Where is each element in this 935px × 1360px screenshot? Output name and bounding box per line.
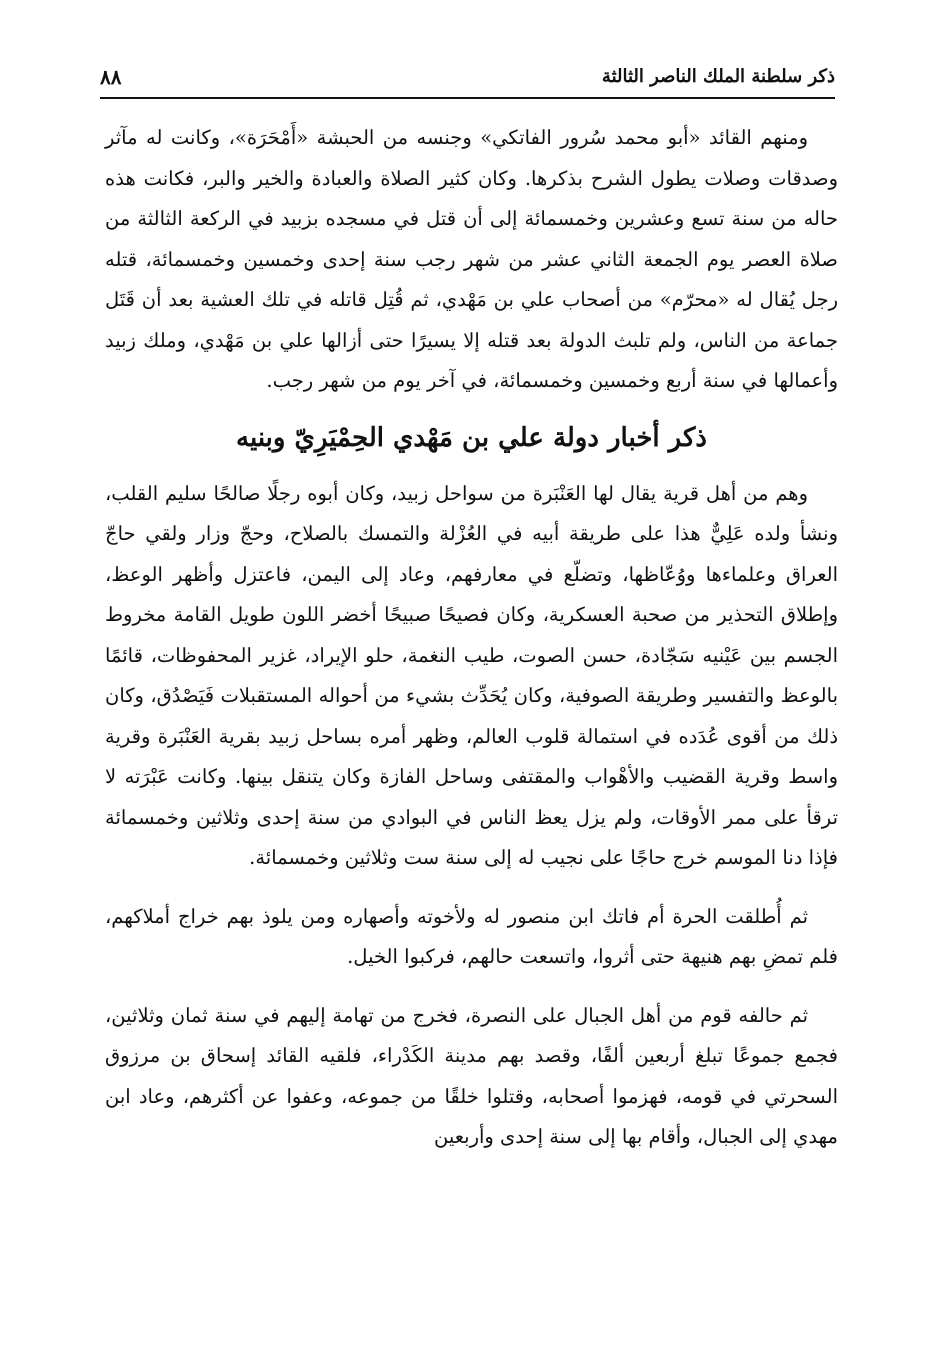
paragraph-1: ومنهم القائد «أبو محمد سُرور الفاتكي» وجنسه من الحبشة «أَمْحَرَة»، وكانت له مآثر وصدقات وصلات يطول الشرح بذكرها. وكان كثير الصلاة والعبادة والخير والبر، فكانت هذه حاله من سنة تسع وعشرين وخمسمائة إلى أن قتل في مسجده بزبيد في الركعة الثالثة من صلاة العصر يوم الجمعة الثاني عشر من شهر رجب سنة إحدى وخمسين وخمسمائة، قتله رجل يُقال له «محرّم» من أصحاب علي بن مَهْدي، ثم قُتِل قاتله في تلك العشية بعد أن قَتَل جماعة من الناس، ولم تلبث الدولة بعد قتله إلا يسيرًا حتى أزالها علي بن مَهْدي، وملك زبيد وأعمالها في سنة أربع وخمسين وخمسمائة، في آخر يوم من شهر رجب. <box>105 126 838 392</box>
paragraph-3: ثم أُطلقت الحرة أم فاتك ابن منصور له ولأخوته وأصهاره ومن يلوذ بهم خراج أملاكهم، فلم تمضِ بهم هنيهة حتى أثروا، واتسعت حالهم، فركبوا الخيل. <box>105 904 838 968</box>
running-title: ذكر سلطنة الملك الناصر الثالثة <box>601 66 835 87</box>
section-heading: ذكر أخبار دولة علي بن مَهْدي الحِمْيَرِيّ وبنيه <box>236 422 707 453</box>
page-body <box>105 118 838 1158</box>
paragraph-4: ثم حالفه قوم من أهل الجبال على النصرة، فخرج من تهامة إليهم في سنة ثمان وثلاثين، فجمع جموعًا تبلغ أربعين ألفًا، وقصد بهم مدينة الكَدْراء، فلقيه القائد إسحاق بن مرزوق السحرتي في قومه، فهزموا أصحابه، وقتلوا خلقًا من جموعه، وعفوا عن أكثرهم، وعاد ابن مهدي إلى الجبال، وأقام بها إلى سنة إحدى وأربعين <box>105 1003 838 1148</box>
page-header <box>100 62 835 94</box>
paragraph-2: وهم من أهل قرية يقال لها العَنْبَرة من سواحل زبيد، وكان أبوه رجلًا صالحًا سليم القلب، ونشأ ولده عَلِيٌّ هذا على طريقة أبيه في العُزْلة والتمسك بالصلاح، وحجّ وزار ولقي حاجّ العراق وعلماءها ووُعّاظها، وتضلّع في معارفهم، وعاد إلى اليمن، فاعتزل وأظهر الوعظ، وإطلاق التحذير من صحبة العسكرية، وكان فصيحًا صبيحًا أخضر اللون طويل القامة مخروط الجسم بين عَيْنيه سَجّادة، حسن الصوت، طيب النغمة، حلو الإيراد، غزير المحفوظات، قائمًا بالوعظ والتفسير وطريقة الصوفية، وكان يُحَدِّث بشيء من أحواله المستقبلات فَيَصْدُق، وكان ذلك من أقوى عُدَده في استمالة قلوب العالم، وظهر أمره بساحل زبيد بقرية العَنْبَرة وقرية واسط وقرية القضيب والأهْواب والمقتفى وساحل الفازة وكان يتنقل بينها. وكانت عَبْرَته لا ترقأ على ممر الأوقات، ولم يزل يعظ الناس في البوادي من سنة إحدى وثلاثين وخمسمائة فإذا دنا الموسم خرج حاجًا على نجيب له إلى سنة ست وثلاثين وخمسمائة. <box>105 481 838 869</box>
header-divider <box>100 97 835 99</box>
page-number: ٨٨ <box>100 65 122 89</box>
